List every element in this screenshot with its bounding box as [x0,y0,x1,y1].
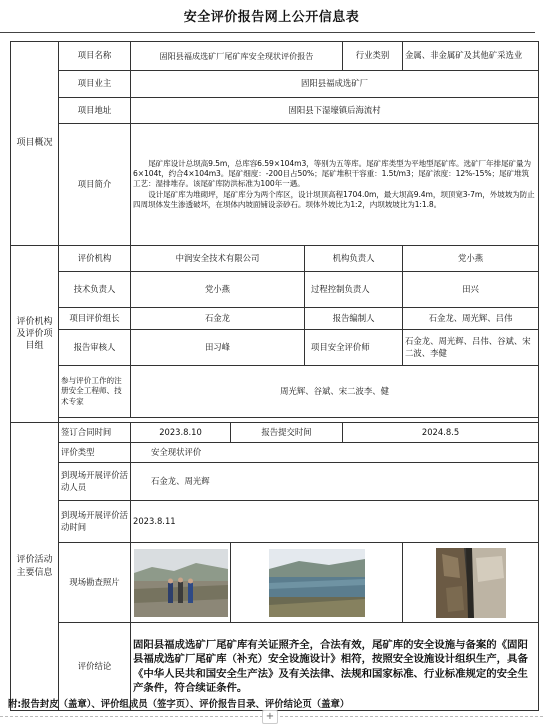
value-submit-time: 2024.8.5 [343,423,539,443]
label-photos: 现场勘查照片 [59,543,131,623]
label-site-time: 到现场开展评价活动时间 [59,501,131,543]
row-team-leader [11,308,539,330]
label-industry: 行业类别 [343,42,403,71]
label-experts: 参与评价工作的注册安全工程师、技术专家 [59,366,131,418]
intro-paragraph-2: 设计尾矿库为堆砌坪，尾矿库分为两个库区，设计坝顶高程1704.0m，最大坝高9.4m，坝顶宽3-7m，外坡坡为防止四周坝体发生渗透破坏，在坝体内坡面铺设亲砂石。坝体外坡比为1:2，内坝坡坡比为1:1.8。 [133,189,535,209]
row-site-staff [11,463,539,501]
value-tech-head: 党小燕 [131,272,305,308]
intro-paragraph-1: 尾矿库设计总坝高9.5m，总库容6.59×104m3，等别为五等库。尾矿库类型为平地型尾矿库。选矿厂年排尾矿量为6×104t，约合4×104m3。尾矿细度：-200目占50%；尾矿堆积干容重：1.5t/m3；尾矿浓度：12%-15%；尾矿堆筑工艺：湿排堆存。该尾矿库防洪标准为100年一遇。 [133,158,531,189]
photo-2-cell [231,543,403,623]
value-agency-head: 党小燕 [403,246,539,272]
section-agency-team: 评价机构及评价项目组 [11,246,59,423]
label-conclusion: 评价结论 [59,623,131,711]
value-project-name: 固阳县福成选矿厂尾矿库安全现状评价报告 [131,42,343,71]
label-team-leader: 项目评价组长 [59,308,131,330]
value-contract-time: 2023.8.10 [131,423,231,443]
site-photo-1 [134,549,228,617]
label-process-head: 过程控制负责人 [305,272,403,308]
value-industry: 金属、非金属矿及其他矿采选业 [403,42,539,71]
label-address: 项目地址 [59,98,131,124]
site-photo-3 [436,548,506,618]
value-address: 固阳县下湿壕镇后海流村 [131,98,539,124]
label-eval-type: 评价类型 [59,443,131,463]
photo-3-cell [403,543,539,623]
row-photos [11,543,539,623]
label-intro: 项目简介 [59,124,131,246]
label-project-name: 项目名称 [59,42,131,71]
label-contract-time: 签订合同时间 [59,423,131,443]
section-activity-info: 评价活动主要信息 [11,423,59,711]
value-evaluators: 石金龙、周光辉、吕伟、谷斌、宋二波、李健 [403,330,539,366]
row-intro [11,124,539,246]
value-site-staff: 石金龙、周光辉 [131,463,539,501]
value-report-writer: 石金龙、周光辉、吕伟 [403,308,539,330]
label-agency-head: 机构负责人 [305,246,403,272]
label-report-writer: 报告编制人 [305,308,403,330]
value-conclusion: 固阳县福成选矿厂尾矿库有关证照齐全，合法有效，尾矿库的安全设施与备案的《固阳县福成选矿厂尾矿库（补充）安全设施设计》相符，按照安全设施设计组织生产，具备《中华人民共和国安全生产法》及有关法律、法规和国家标准、行业标准规定的安全生产条件，符合续证条件。 [131,623,539,711]
row-project-name [11,42,539,71]
row-agency [11,246,539,272]
value-eval-type: 安全现状评价 [131,443,539,463]
title-underline [0,32,535,33]
label-evaluators: 项目安全评价师 [305,330,403,366]
row-tech-head [11,272,539,308]
row-owner [11,71,539,98]
label-agency: 评价机构 [59,246,131,272]
label-site-staff: 到现场开展评价活动人员 [59,463,131,501]
row-experts [11,366,539,418]
row-eval-type [11,443,539,463]
row-contract-time [11,423,539,443]
page-title: 安全评价报告网上公开信息表 [183,10,360,25]
row-reviewer [11,330,539,366]
attachment-note: 附:报告封皮（盖章）、评价组成员（签字页）、评价报告目录、评价结论页（盖章） [8,699,350,710]
value-reviewer: 田习峰 [131,330,305,366]
label-submit-time: 报告提交时间 [231,423,343,443]
value-process-head: 田兴 [403,272,539,308]
row-address [11,98,539,124]
value-site-time: 2023.8.11 [131,501,539,543]
info-table [10,41,539,711]
section-project-overview: 项目概况 [11,42,59,246]
value-intro [131,124,539,246]
label-owner: 项目业主 [59,71,131,98]
page-break [0,713,543,723]
value-owner: 固阳县福成选矿厂 [131,71,539,98]
photo-1-cell [131,543,231,623]
row-site-time [11,501,539,543]
label-reviewer: 报告审核人 [59,330,131,366]
value-experts: 周光辉、谷斌、宋二波李、健 [131,366,539,418]
label-tech-head: 技术负责人 [59,272,131,308]
site-photo-2 [269,549,365,617]
value-team-leader: 石金龙 [131,308,305,330]
add-page-icon[interactable]: + [262,710,278,724]
value-agency: 中润安全技术有限公司 [131,246,305,272]
